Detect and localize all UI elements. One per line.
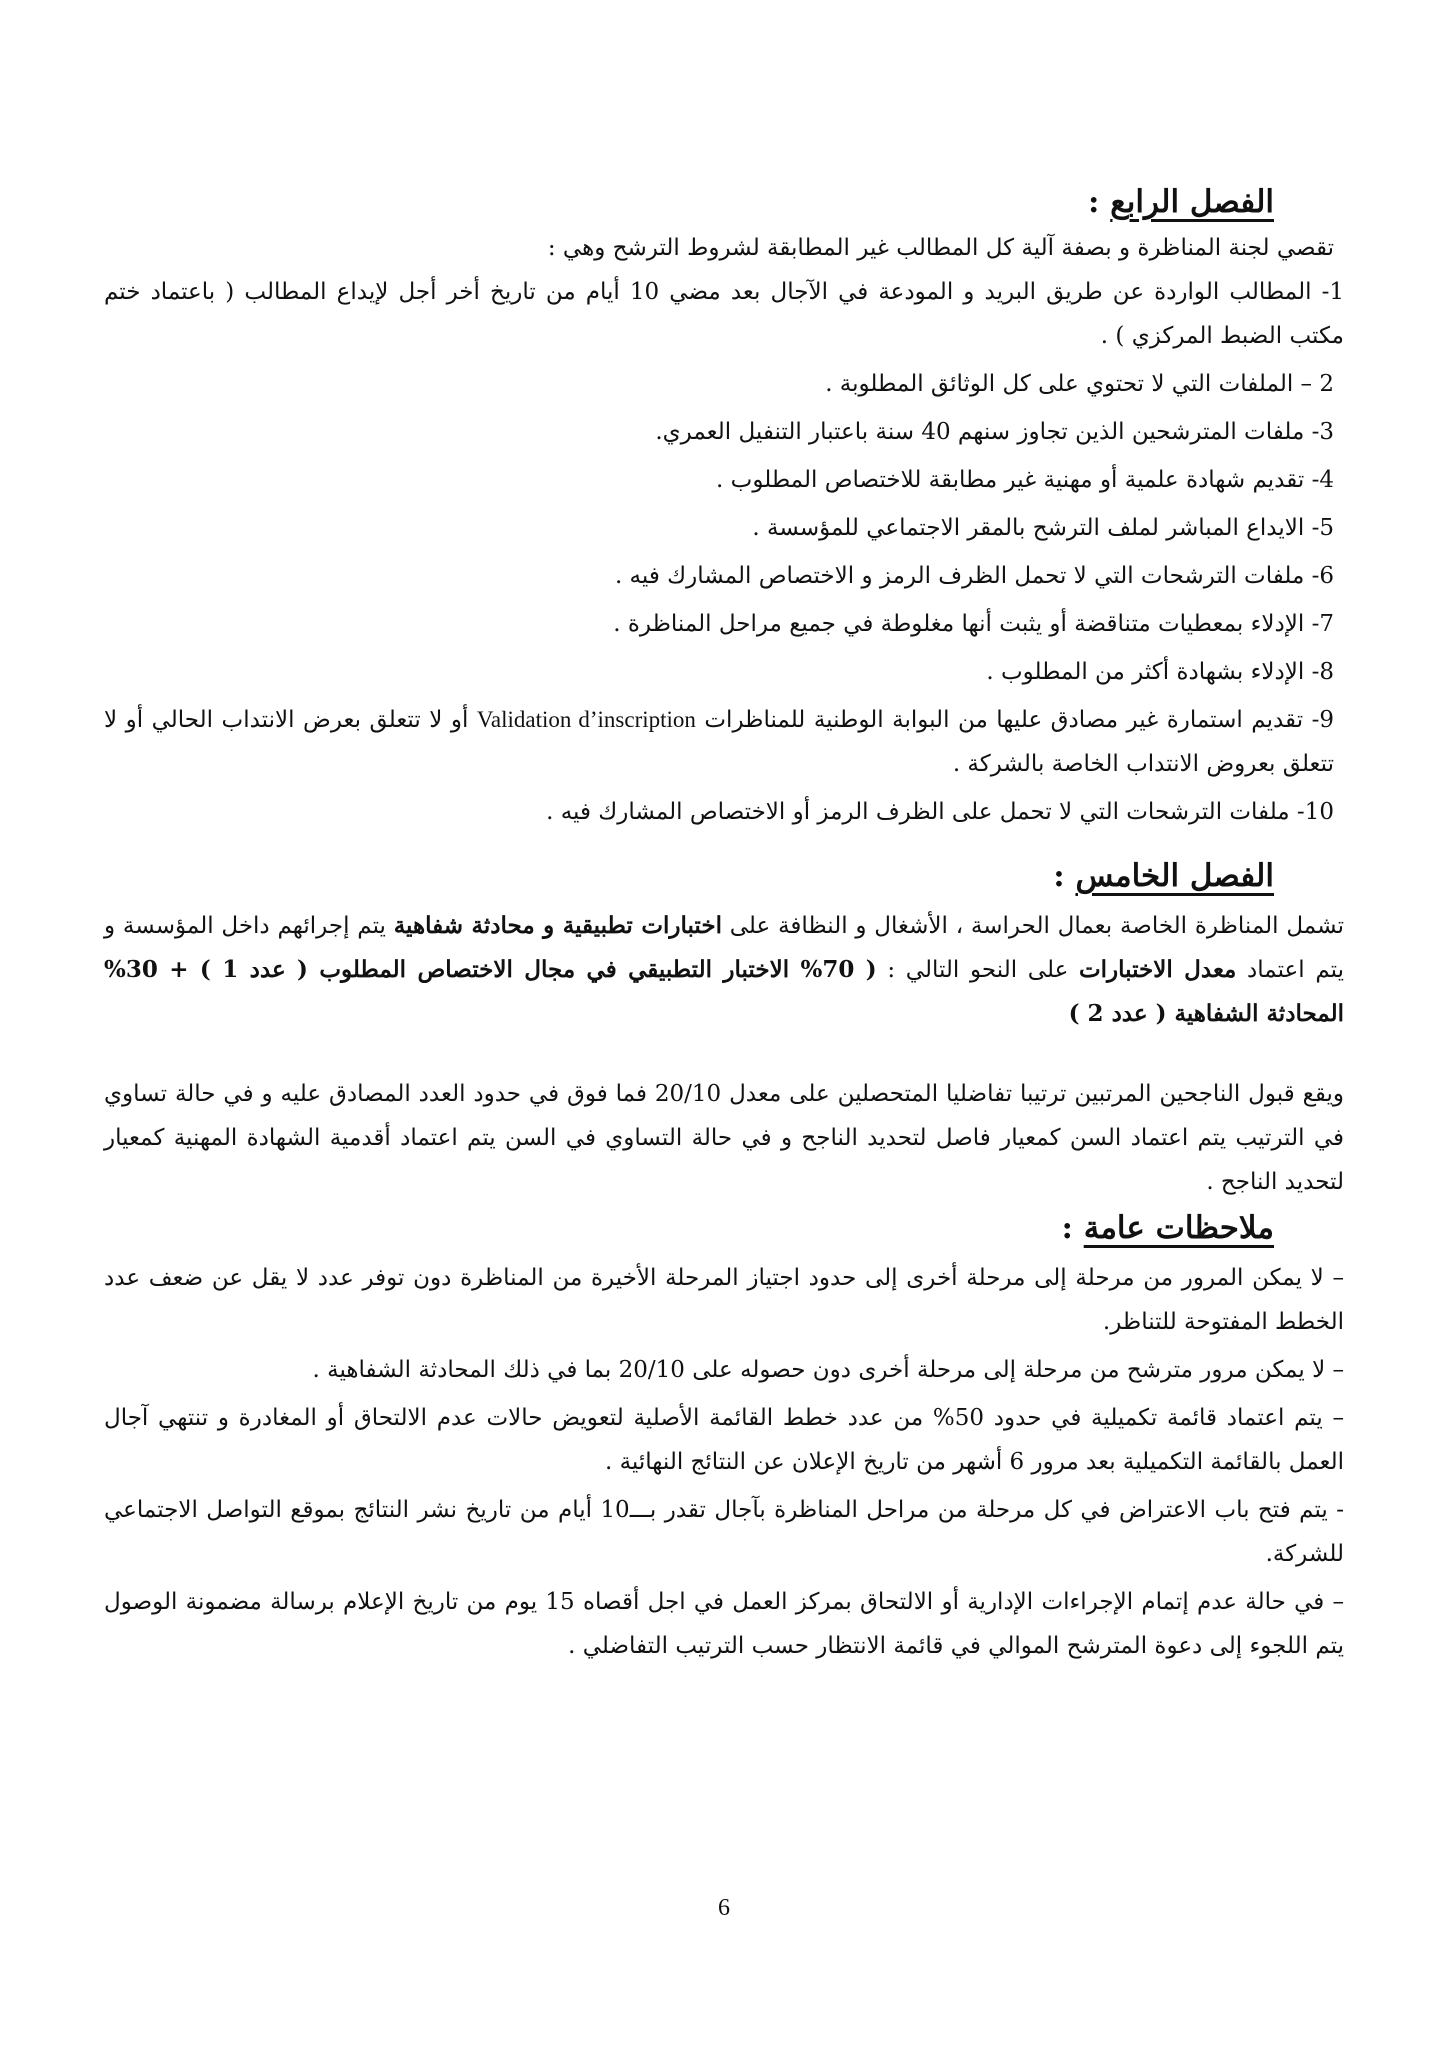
notes-colon: : bbox=[1061, 1210, 1084, 1246]
list-item: – لا يمكن مرور مترشح من مرحلة إلى مرحلة أخرى دون حصوله على 20/10 بما في ذلك المحادثة الشفاهية . bbox=[312, 1357, 1344, 1383]
item-9-text-start: 9- تقديم استمارة غير مصادق عليها من البوابة الوطنية للمناظرات bbox=[695, 707, 1335, 733]
list-item: – يتم اعتماد قائمة تكميلية في حدود 50% من عدد خطط القائمة الأصلية لتعويض حالات عدم الالتحاق أو المغادرة و تنتهي آجال العمل بالقائمة التكميلية بعد مرور 6 أشهر من تاريخ الإعلان عن النتائج النهائية . bbox=[104, 1405, 1344, 1475]
list-item bbox=[104, 698, 1334, 786]
section-5-paragraph-1 bbox=[104, 904, 1344, 1036]
section-5-heading bbox=[104, 854, 1274, 898]
list-item: 10- ملفات الترشحات التي لا تحمل على الظرف الرمز أو الاختصاص المشارك فيه . bbox=[546, 799, 1334, 825]
section-5-paragraph-2: ويقع قبول الناجحين المرتبين ترتيبا تفاضليا المتحصلين على معدل 20/10 فما فوق في حدود العدد المصادق عليه و في حالة تساوي في الترتيب يتم اعتماد السن كمعيار فاصل لتحديد الناجح و في حالة التساوي في السن يتم اعتماد أقدمية الشهادة المهنية كمعيار لتحديد الناجح . bbox=[104, 1081, 1344, 1195]
list-item: - يتم فتح باب الاعتراض في كل مرحلة من مراحل المناظرة بآجال تقدر بـــ10 أيام من تاريخ نشر النتائج بموقع التواصل الاجتماعي للشركة. bbox=[104, 1497, 1344, 1567]
bold-text-run: معدل الاختبارات bbox=[1079, 956, 1237, 983]
list-item: 2 – الملفات التي لا تحتوي على كل الوثائق المطلوبة . bbox=[825, 371, 1334, 397]
page-number: 6 bbox=[718, 1895, 730, 1921]
section-5-colon: : bbox=[1053, 858, 1076, 894]
item-9-text-end: أو لا تتعلق بعرض الانتداب الحالي أو لا تتعلق بعروض الانتداب الخاصة بالشركة . bbox=[104, 707, 1334, 777]
item-9-latin-term: Validation d’inscription bbox=[476, 707, 696, 732]
page-content bbox=[104, 180, 1344, 1672]
section-4-intro: تقصي لجنة المناظرة و بصفة آلية كل المطالب غير المطابقة لشروط الترشح وهي : bbox=[547, 235, 1334, 261]
section-4-title: الفصل الرابع bbox=[1110, 184, 1274, 220]
text-run: يتم إجرائهم داخل المؤسسة و يتم اعتماد bbox=[104, 913, 1345, 983]
list-item: 1- المطالب الواردة عن طريق البريد و المودعة في الآجال بعد مضي 10 أيام من تاريخ أخر أجل لإيداع المطالب ( باعتماد ختم مكتب الضبط المركزي ) . bbox=[104, 279, 1344, 349]
list-item: – في حالة عدم إتمام الإجراءات الإدارية أو الالتحاق بمركز العمل في اجل أقصاه 15 يوم من تاريخ الإعلام برسالة مضمونة الوصول يتم اللجوء إلى دعوة المترشح الموالي في قائمة الانتظار حسب الترتيب التفاضلي . bbox=[104, 1589, 1344, 1659]
notes-list bbox=[104, 1256, 1344, 1668]
section-4-heading bbox=[104, 180, 1274, 224]
section-4-colon: : bbox=[1087, 184, 1111, 220]
bold-text-run: ( 70% الاختبار التطبيقي في مجال الاختصاص المطلوب ( عدد 1 ) + 30% المحادثة الشفاهية ( عدد 2 ) bbox=[104, 956, 1344, 1027]
bold-text-run: اختبارات تطبيقية و محادثة شفاهية bbox=[393, 912, 722, 939]
list-item: 4- تقديم شهادة علمية أو مهنية غير مطابقة للاختصاص المطلوب . bbox=[716, 467, 1334, 493]
notes-section bbox=[104, 1256, 1344, 1668]
section-5-title: الفصل الخامس bbox=[1075, 858, 1274, 894]
list-item: 3- ملفات المترشحين الذين تجاوز سنهم 40 سنة باعتبار التنفيل العمري. bbox=[655, 419, 1334, 445]
text-run: على النحو التالي : bbox=[876, 957, 1079, 983]
notes-title: ملاحظات عامة bbox=[1083, 1210, 1274, 1246]
list-item: 6- ملفات الترشحات التي لا تحمل الظرف الرمز و الاختصاص المشارك فيه . bbox=[614, 563, 1334, 589]
list-item: 7- الإدلاء بمعطيات متناقضة أو يثبت أنها مغلوطة في جميع مراحل المناظرة . bbox=[613, 611, 1334, 637]
notes-heading bbox=[104, 1206, 1274, 1250]
rejection-criteria-list bbox=[104, 270, 1344, 834]
list-item: 8- الإدلاء بشهادة أكثر من المطلوب . bbox=[986, 659, 1334, 685]
list-item: – لا يمكن المرور من مرحلة إلى مرحلة أخرى إلى حدود اجتياز المرحلة الأخيرة من المناظرة دون توفر عدد لا يقل عن ضعف عدد الخطط المفتوحة للتناظر. bbox=[104, 1265, 1344, 1335]
list-item: 5- الايداع المباشر لملف الترشح بالمقر الاجتماعي للمؤسسة . bbox=[752, 515, 1334, 541]
text-run: تشمل المناظرة الخاصة بعمال الحراسة ، الأشغال و النظافة على bbox=[721, 913, 1344, 939]
